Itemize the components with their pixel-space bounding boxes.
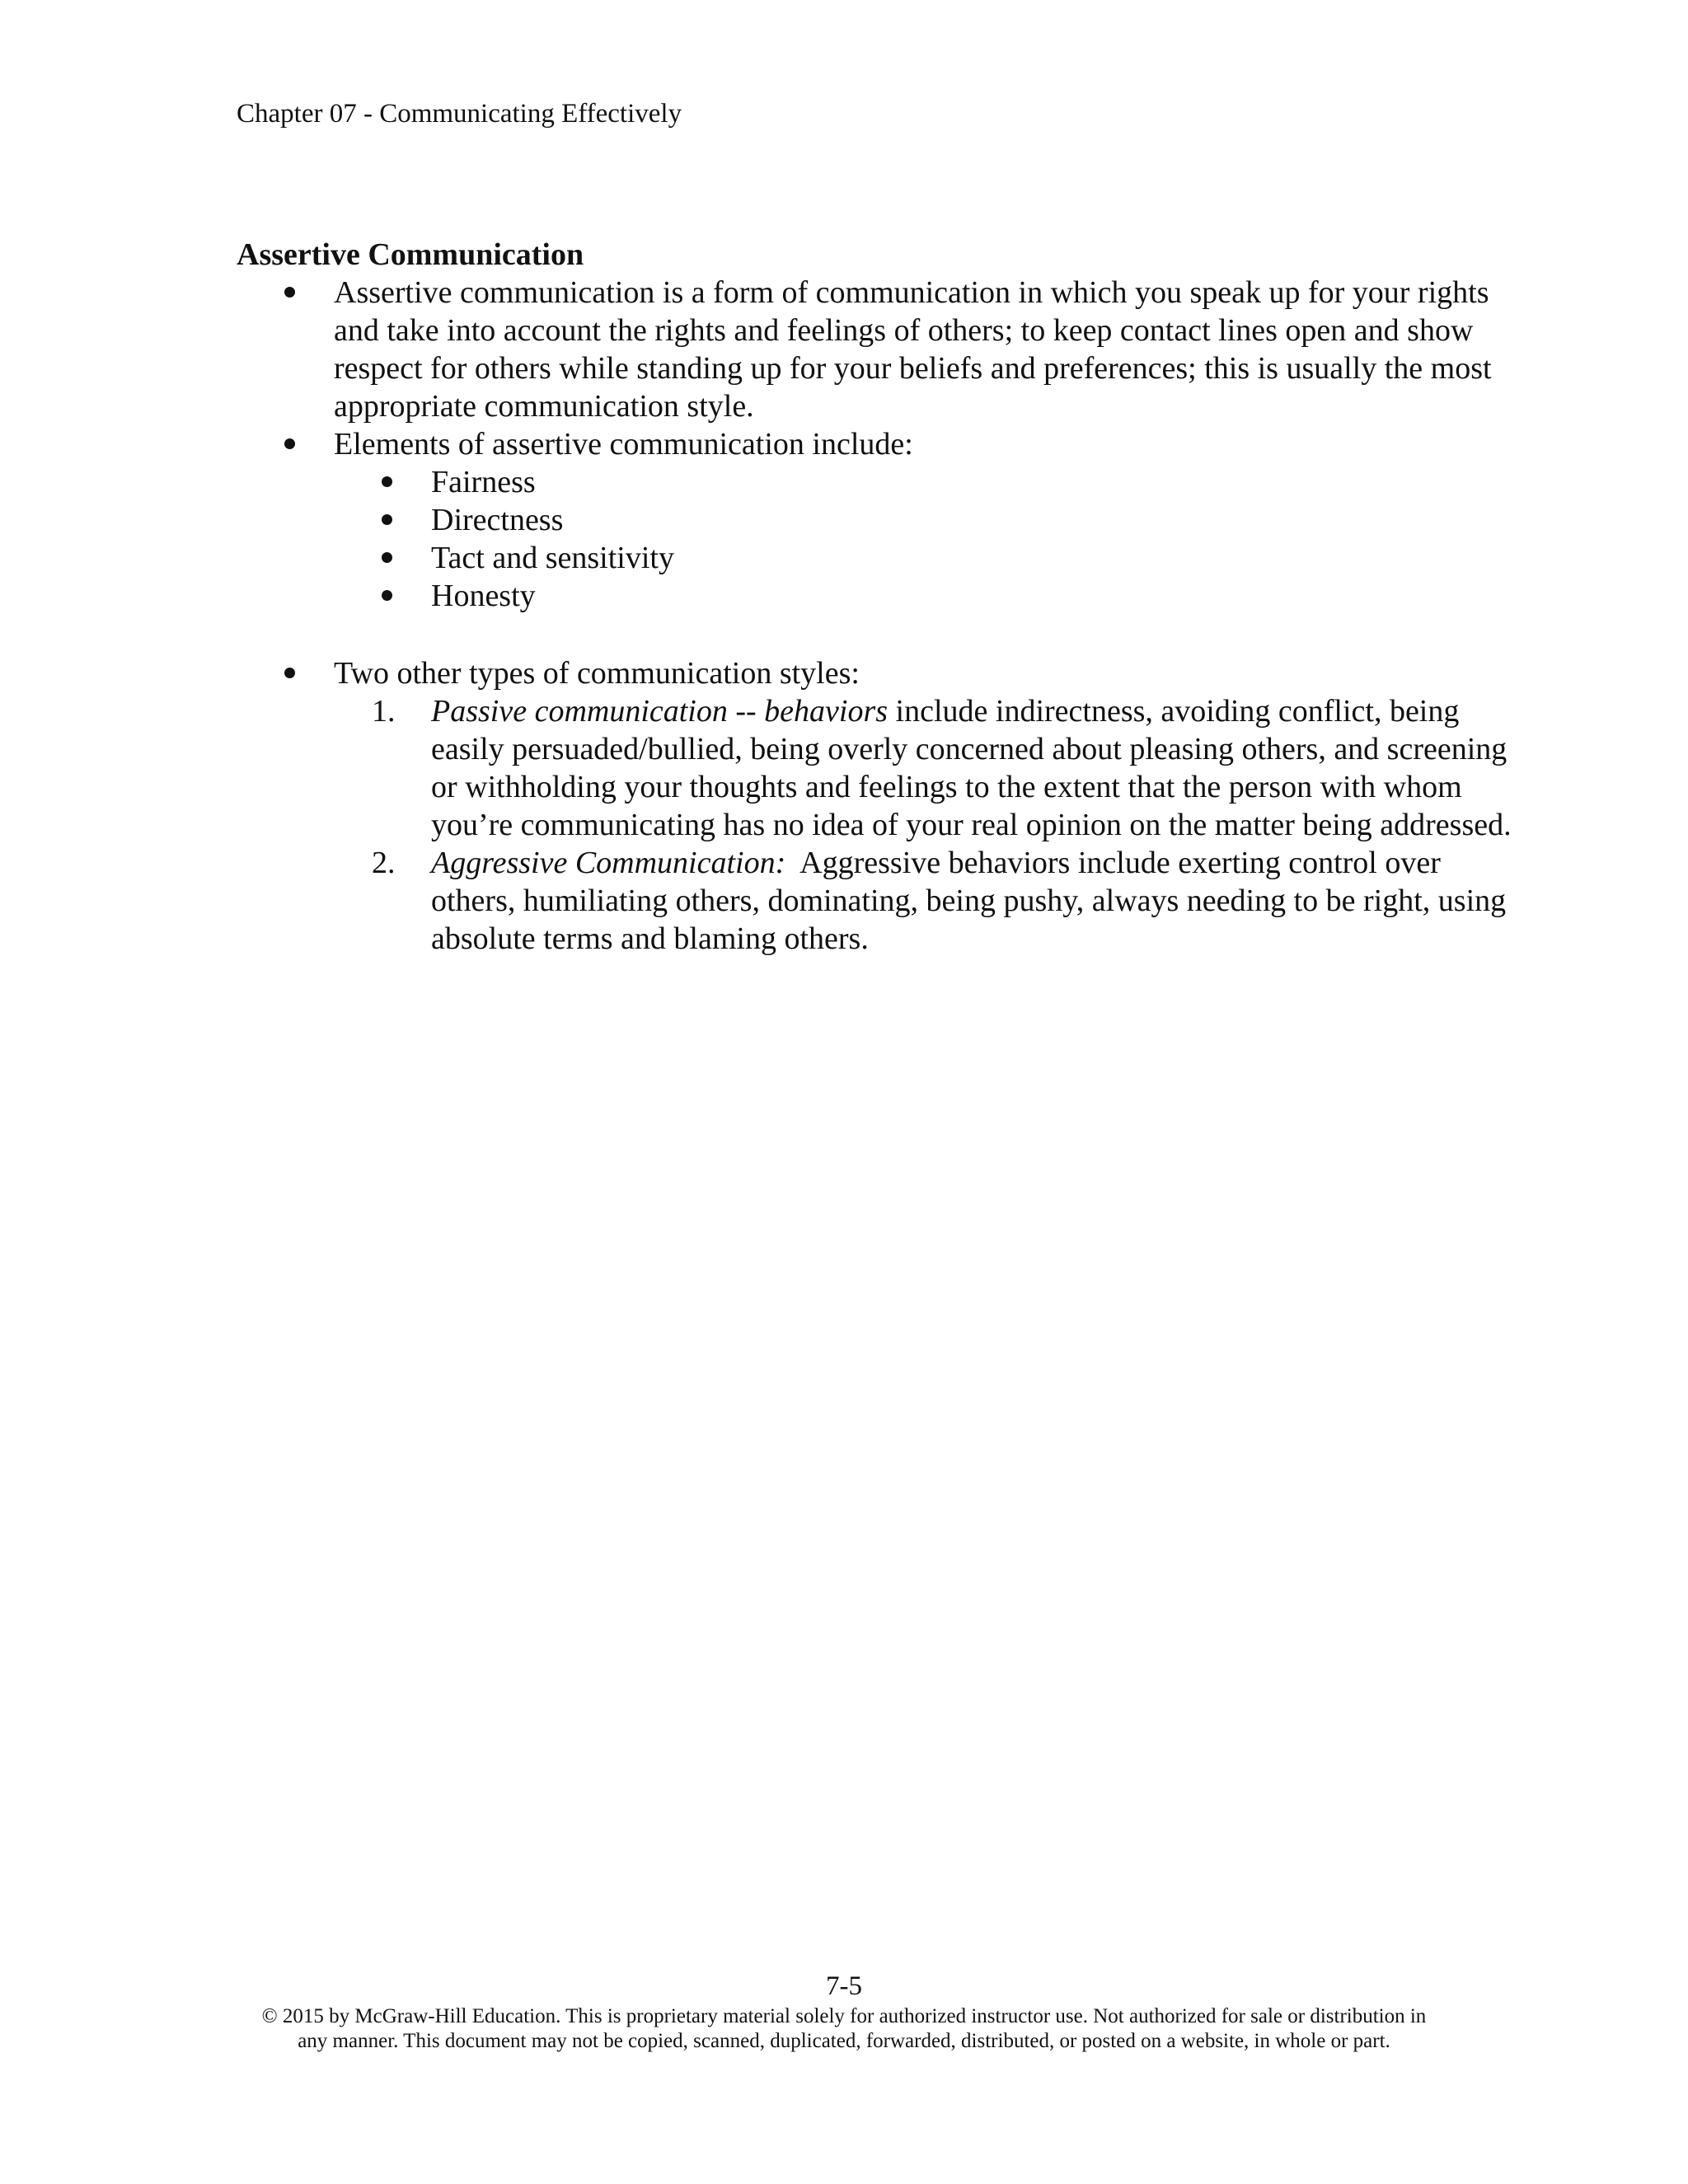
element-label: Honesty (431, 579, 536, 613)
bullet-icon (284, 654, 317, 692)
list-item-passive (334, 692, 1522, 844)
bullet-icon (284, 425, 317, 463)
item-number: 2. (372, 846, 396, 880)
elements-list (334, 463, 1522, 615)
copyright-line-2: any manner. This document may not be copied, scanned, duplicated, forwarded, distributed, or posted on a website, in whole or part. (298, 2030, 1390, 2052)
style-term: Aggressive Communication: (431, 846, 786, 880)
secondary-bullet-list (237, 654, 1522, 958)
element-label: Tact and sensitivity (431, 541, 674, 575)
list-item-other-styles (237, 654, 1522, 958)
running-header: Chapter 07 - Communicating Effectively (237, 99, 682, 129)
list-item-definition (237, 274, 1522, 425)
section-title: Assertive Communication (237, 237, 584, 272)
page-number: 7-5 (826, 1971, 862, 2001)
list-item (334, 539, 1522, 577)
list-item-elements (237, 425, 1522, 615)
vertical-spacer (237, 615, 1522, 654)
definition-text: Assertive communication is a form of communication in which you speak up for your rights and take into account the rights and feelings of others; to keep contact lines open and show respect for others while standing up for your beliefs and preferences; this is usually the most appropriate communication style. (334, 275, 1492, 424)
item-number: 1. (372, 694, 396, 729)
main-bullet-list (237, 274, 1522, 615)
style-term: Passive communication -- behaviors (431, 694, 889, 729)
bullet-icon (382, 577, 415, 615)
elements-intro-text: Elements of assertive communication include: (334, 427, 913, 462)
list-item (334, 501, 1522, 539)
bullet-icon (382, 463, 415, 501)
bullet-icon (382, 539, 415, 577)
element-label: Fairness (431, 465, 536, 499)
style-description: include indirectness, avoiding conflict, being easily persuaded/bullied, being overly concerned about pleasing others, and screening or withholding your thoughts and feelings to the extent that the person with whom you’re communicating has no idea of your real opinion on the matter being addressed. (431, 694, 1515, 842)
other-styles-list (334, 692, 1522, 958)
bullet-icon (382, 501, 415, 539)
style-description: Aggressive behaviors include exerting control over others, humiliating others, dominating, being pushy, always needing to be right, using absolute terms and blaming others. (431, 846, 1514, 956)
copyright-notice (0, 2004, 1688, 2054)
copyright-line-1: © 2015 by McGraw-Hill Education. This is proprietary material solely for authorized instructor use. Not authorized for sale or distribution in (261, 2005, 1427, 2027)
list-item (334, 463, 1522, 501)
other-styles-intro-text: Two other types of communication styles: (334, 656, 860, 691)
list-item-aggressive (334, 844, 1522, 958)
element-label: Directness (431, 503, 564, 537)
bullet-icon (284, 274, 317, 312)
document-body (237, 236, 1522, 958)
list-item (334, 577, 1522, 615)
